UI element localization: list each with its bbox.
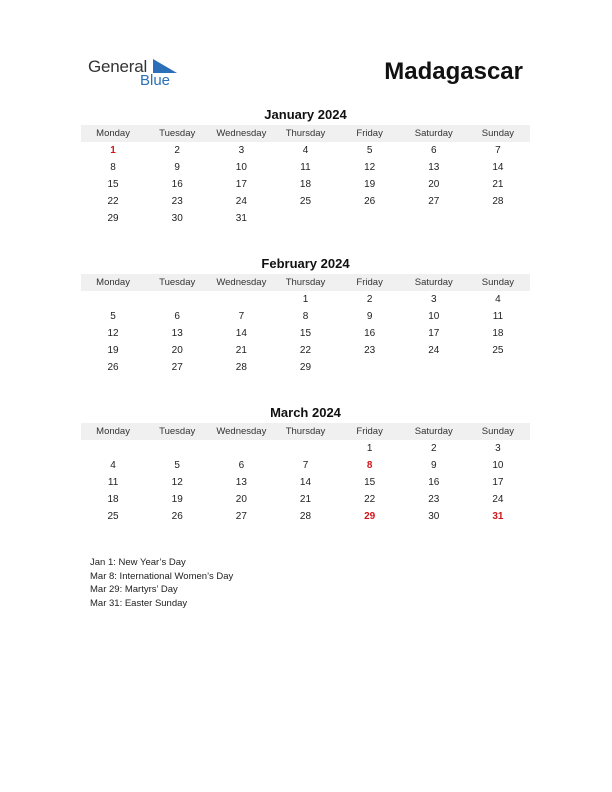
month-title: February 2024 bbox=[261, 256, 350, 271]
weekday-label: Monday bbox=[96, 128, 130, 139]
date-cell: 14 bbox=[299, 477, 312, 488]
date-cell: 12 bbox=[364, 162, 376, 173]
date-cell bbox=[273, 210, 337, 227]
date-cell: 20 bbox=[235, 494, 247, 505]
date-cell: 7 bbox=[238, 311, 245, 322]
date-cell: 3 bbox=[238, 145, 245, 156]
weekday-label: Thursday bbox=[285, 277, 326, 288]
date-cell: 19 bbox=[107, 345, 119, 356]
date-cell bbox=[402, 359, 466, 376]
date-cell: 9 bbox=[430, 460, 437, 471]
week-row bbox=[81, 359, 530, 376]
weekday-label: Saturday bbox=[414, 277, 453, 288]
date-cell: 4 bbox=[110, 460, 116, 471]
week-row bbox=[81, 440, 530, 457]
date-cell: 12 bbox=[107, 328, 119, 339]
date-cell: 13 bbox=[171, 328, 183, 339]
week-row bbox=[81, 308, 530, 325]
date-cell: 6 bbox=[430, 145, 437, 156]
date-cell: 14 bbox=[492, 162, 504, 173]
weekday-label: Wednesday bbox=[216, 277, 267, 288]
date-cell: 30 bbox=[428, 511, 440, 522]
date-cell: 24 bbox=[235, 196, 247, 207]
date-cell: 13 bbox=[235, 477, 247, 488]
week-row bbox=[81, 176, 530, 193]
date-cell: 18 bbox=[107, 494, 119, 505]
date-cell: 8 bbox=[110, 162, 116, 173]
date-cell: 26 bbox=[171, 511, 183, 522]
date-cell: 23 bbox=[364, 345, 376, 356]
date-cell: 10 bbox=[235, 162, 247, 173]
holiday-date-cell: 31 bbox=[492, 511, 504, 522]
date-cell: 15 bbox=[364, 477, 376, 488]
country-title: Madagascar bbox=[384, 58, 523, 85]
weekday-label: Saturday bbox=[414, 128, 453, 139]
date-cell bbox=[209, 291, 273, 308]
date-cell: 28 bbox=[235, 362, 247, 373]
date-cell: 26 bbox=[107, 362, 119, 373]
weekday-label: Friday bbox=[356, 128, 383, 139]
date-cell bbox=[81, 440, 145, 457]
date-cell: 19 bbox=[171, 494, 183, 505]
weekday-label: Thursday bbox=[285, 426, 326, 437]
date-cell: 5 bbox=[366, 145, 373, 156]
date-cell: 28 bbox=[299, 511, 312, 522]
date-cell: 25 bbox=[299, 196, 312, 207]
weekday-label: Tuesday bbox=[159, 277, 196, 288]
date-cell bbox=[81, 291, 145, 308]
week-row bbox=[81, 508, 530, 525]
date-cell: 29 bbox=[299, 362, 312, 373]
date-cell: 18 bbox=[299, 179, 312, 190]
weekday-label: Sunday bbox=[481, 426, 515, 437]
date-cell: 25 bbox=[107, 511, 119, 522]
weekday-label: Tuesday bbox=[159, 426, 196, 437]
date-cell: 1 bbox=[366, 443, 373, 454]
date-cell bbox=[145, 291, 209, 308]
week-row bbox=[81, 491, 530, 508]
holiday-date-cell: 1 bbox=[110, 145, 116, 156]
date-cell: 3 bbox=[495, 443, 501, 454]
weekday-label: Friday bbox=[356, 426, 383, 437]
date-cell: 24 bbox=[492, 494, 504, 505]
date-cell bbox=[338, 210, 402, 227]
date-cell: 16 bbox=[428, 477, 440, 488]
date-cell: 25 bbox=[492, 345, 504, 356]
weekday-label: Monday bbox=[96, 426, 130, 437]
date-cell: 22 bbox=[299, 345, 312, 356]
holiday-date-cell: 29 bbox=[364, 511, 376, 522]
holiday-entry: Jan 1: New Year’s Day bbox=[90, 557, 186, 568]
date-cell: 16 bbox=[171, 179, 183, 190]
week-row bbox=[81, 342, 530, 359]
date-cell: 4 bbox=[495, 294, 501, 305]
week-row bbox=[81, 142, 530, 159]
weekday-label: Monday bbox=[96, 277, 130, 288]
date-cell: 3 bbox=[430, 294, 437, 305]
week-row bbox=[81, 457, 530, 474]
week-row bbox=[81, 193, 530, 210]
date-cell: 27 bbox=[171, 362, 183, 373]
date-cell bbox=[402, 210, 466, 227]
date-cell: 17 bbox=[428, 328, 440, 339]
month-calendar bbox=[81, 107, 530, 227]
date-cell: 8 bbox=[302, 311, 309, 322]
date-cell: 21 bbox=[235, 345, 247, 356]
date-cell: 6 bbox=[174, 311, 180, 322]
date-cell bbox=[209, 440, 273, 457]
date-cell: 29 bbox=[107, 213, 119, 224]
date-cell bbox=[145, 440, 209, 457]
holiday-entry: Mar 8: International Women’s Day bbox=[90, 570, 234, 582]
date-cell: 21 bbox=[299, 494, 312, 505]
date-cell: 11 bbox=[492, 311, 504, 322]
date-cell: 15 bbox=[299, 328, 312, 339]
date-cell: 7 bbox=[302, 460, 309, 471]
week-row bbox=[81, 474, 530, 491]
date-cell: 7 bbox=[495, 145, 501, 156]
date-cell: 15 bbox=[107, 179, 119, 190]
date-cell: 23 bbox=[171, 196, 183, 207]
date-cell: 12 bbox=[171, 477, 183, 488]
holiday-entry: Mar 29: Martyrs’ Day bbox=[90, 584, 178, 595]
holiday-entry: Mar 31: Easter Sunday bbox=[90, 597, 188, 609]
weekday-header bbox=[81, 274, 530, 291]
logo-general-text: General bbox=[88, 57, 148, 76]
date-cell: 19 bbox=[364, 179, 376, 190]
date-cell: 5 bbox=[174, 460, 180, 471]
month-title: March 2024 bbox=[270, 405, 341, 420]
weekday-header bbox=[81, 125, 530, 142]
weekday-label: Friday bbox=[356, 277, 383, 288]
date-cell: 27 bbox=[235, 511, 247, 522]
weekday-label: Saturday bbox=[414, 426, 453, 437]
weekday-label: Sunday bbox=[481, 277, 515, 288]
date-cell: 30 bbox=[171, 213, 183, 224]
weekday-label: Tuesday bbox=[159, 128, 196, 139]
date-cell: 4 bbox=[302, 145, 309, 156]
date-cell: 23 bbox=[428, 494, 440, 505]
date-cell: 2 bbox=[430, 443, 437, 454]
date-cell: 20 bbox=[428, 179, 440, 190]
date-cell: 17 bbox=[492, 477, 504, 488]
date-cell: 1 bbox=[302, 294, 309, 305]
date-cell bbox=[466, 210, 530, 227]
date-cell: 2 bbox=[366, 294, 373, 305]
month-calendar bbox=[81, 256, 530, 376]
date-cell: 10 bbox=[492, 460, 504, 471]
holiday-date-cell: 8 bbox=[366, 460, 373, 471]
date-cell: 11 bbox=[107, 477, 119, 488]
month-title: January 2024 bbox=[264, 107, 347, 122]
date-cell: 10 bbox=[428, 311, 440, 322]
date-cell: 16 bbox=[364, 328, 376, 339]
date-cell: 26 bbox=[364, 196, 376, 207]
date-cell: 14 bbox=[235, 328, 247, 339]
date-cell: 13 bbox=[428, 162, 440, 173]
date-cell: 22 bbox=[364, 494, 376, 505]
week-row bbox=[81, 291, 530, 308]
weekday-label: Sunday bbox=[481, 128, 515, 139]
date-cell: 2 bbox=[174, 145, 180, 156]
holiday-list bbox=[90, 556, 233, 610]
date-cell: 21 bbox=[492, 179, 504, 190]
date-cell: 28 bbox=[492, 196, 504, 207]
date-cell bbox=[273, 440, 337, 457]
week-row bbox=[81, 325, 530, 342]
date-cell: 27 bbox=[428, 196, 440, 207]
month-calendar bbox=[81, 405, 530, 525]
date-cell: 9 bbox=[366, 311, 373, 322]
date-cell: 24 bbox=[428, 345, 440, 356]
weekday-label: Thursday bbox=[285, 128, 326, 139]
week-row bbox=[81, 159, 530, 176]
weekday-label: Wednesday bbox=[216, 426, 267, 437]
date-cell bbox=[338, 359, 402, 376]
date-cell: 6 bbox=[238, 460, 245, 471]
date-cell bbox=[466, 359, 530, 376]
date-cell: 18 bbox=[492, 328, 504, 339]
logo-blue-text: Blue bbox=[140, 72, 171, 89]
week-row bbox=[81, 210, 530, 227]
logo-triangle-icon bbox=[153, 59, 177, 73]
date-cell: 9 bbox=[174, 162, 180, 173]
weekday-label: Wednesday bbox=[216, 128, 267, 139]
date-cell: 22 bbox=[107, 196, 119, 207]
date-cell: 11 bbox=[300, 162, 311, 173]
weekday-header bbox=[81, 423, 530, 440]
date-cell: 5 bbox=[110, 311, 116, 322]
date-cell: 31 bbox=[235, 213, 247, 224]
date-cell: 20 bbox=[171, 345, 183, 356]
date-cell: 17 bbox=[235, 179, 247, 190]
generalblue-logo bbox=[88, 57, 188, 91]
